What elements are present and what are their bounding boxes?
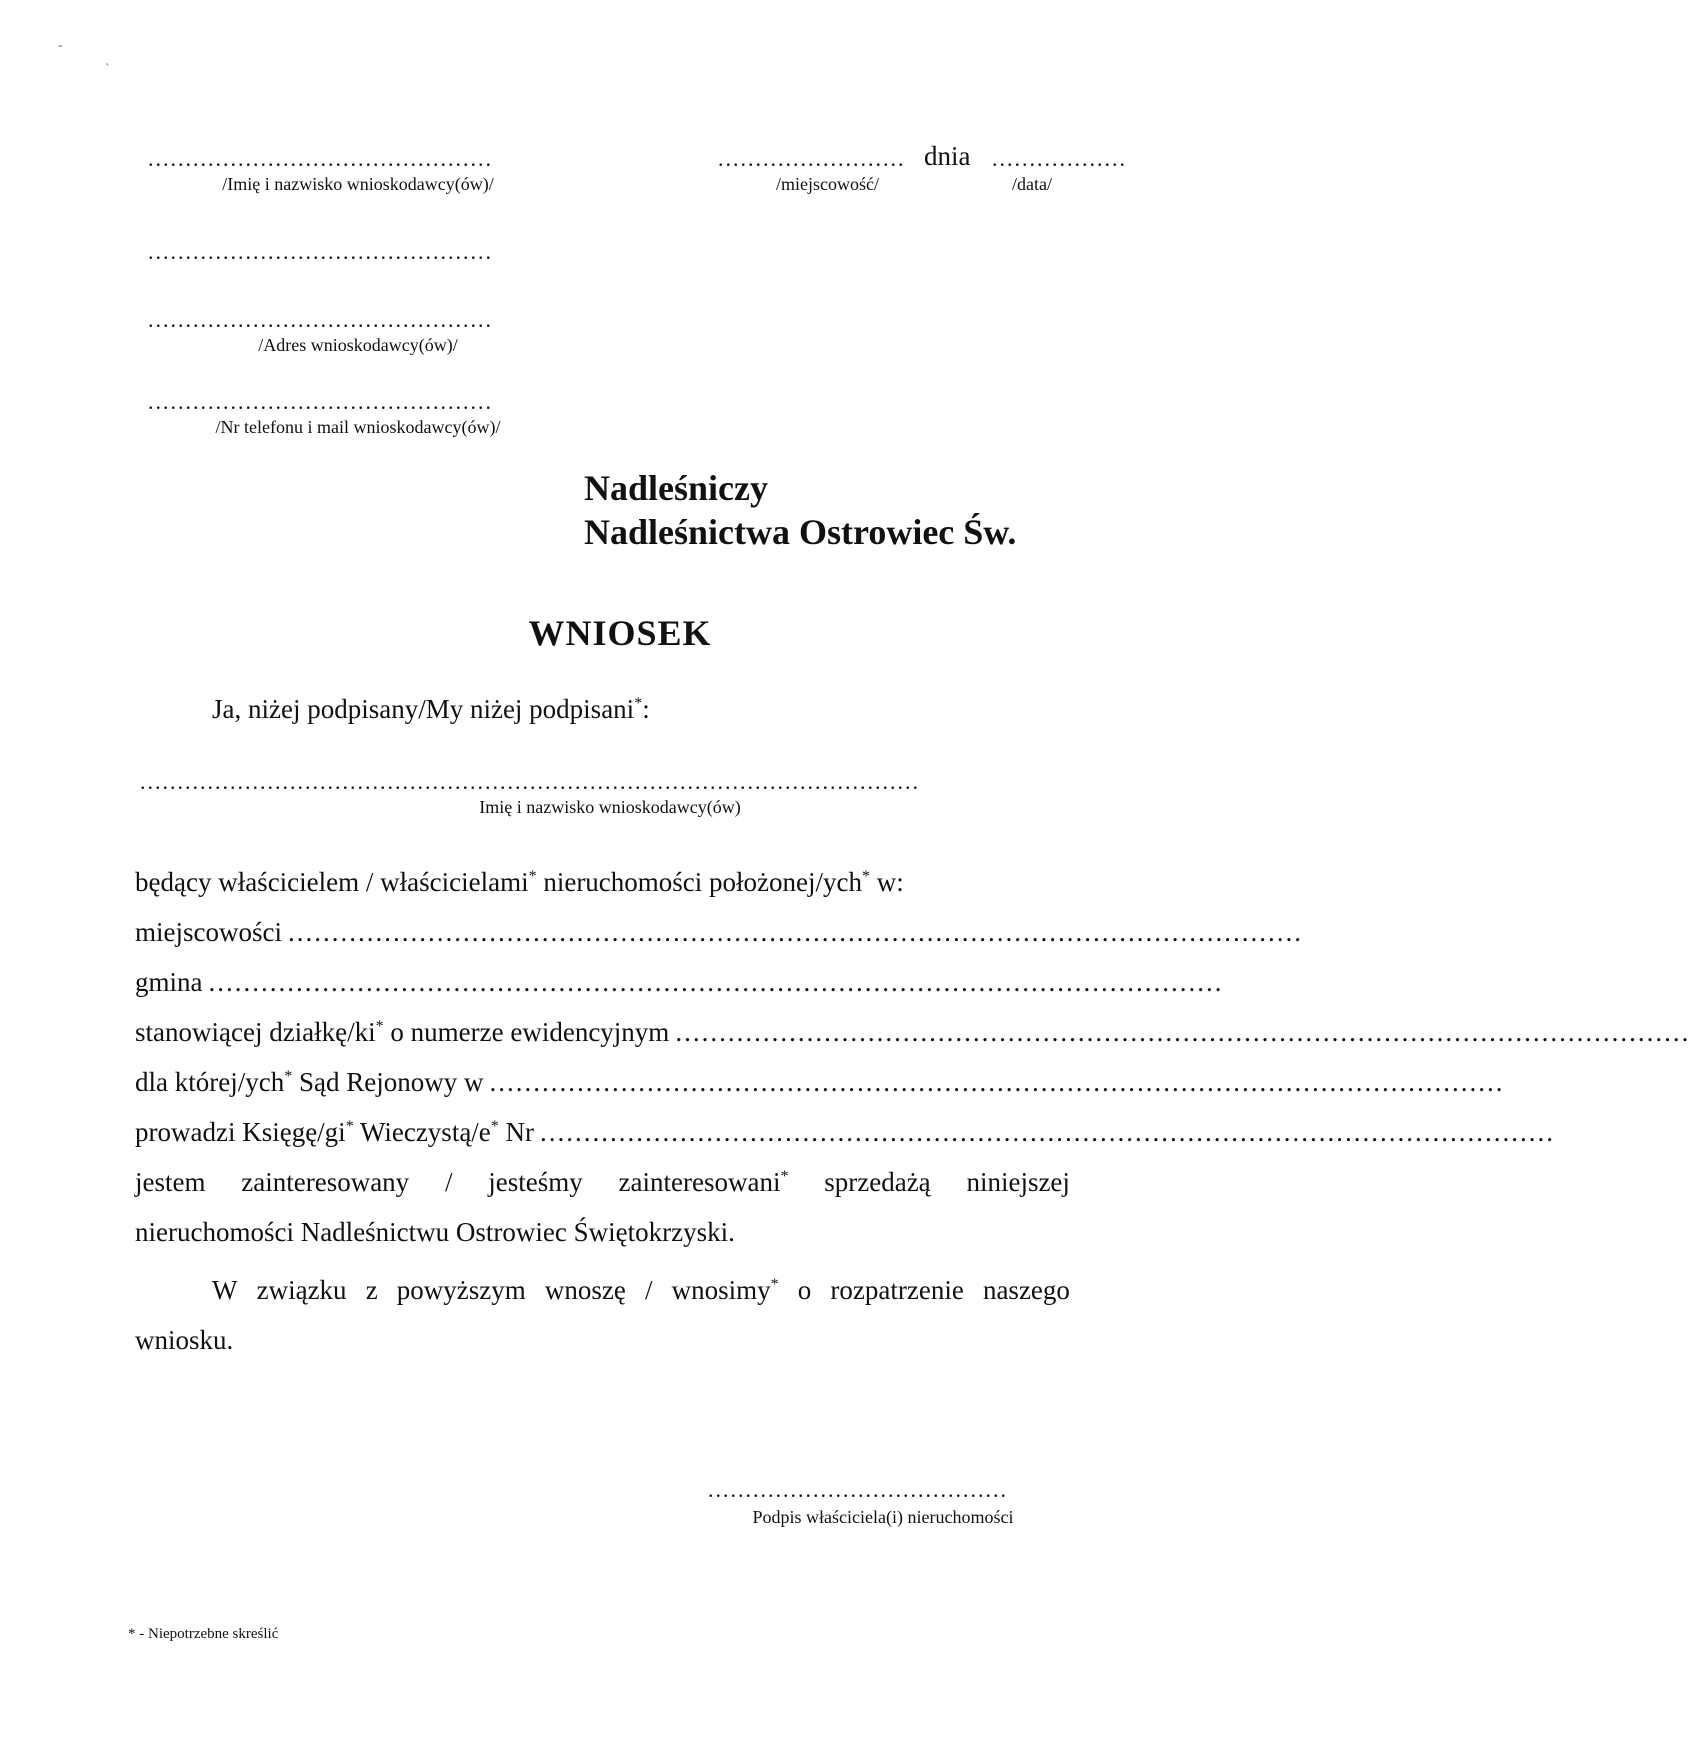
footnote-marker: * xyxy=(345,1118,354,1135)
statement-word: zainteresowany xyxy=(241,1167,410,1197)
request-word: W xyxy=(212,1275,238,1305)
place-dotted-line[interactable]: ......................... xyxy=(718,146,906,171)
request-line-1 xyxy=(212,1274,1070,1306)
phone-caption: /Nr telefonu i mail wnioskodawcy(ów)/ xyxy=(215,417,501,437)
statement-word: niniejszej xyxy=(966,1167,1070,1197)
address-dotted-line-2[interactable]: .............................................. xyxy=(148,307,493,332)
request-word: wnosimy* xyxy=(671,1275,779,1305)
sad-label xyxy=(135,1066,483,1098)
signature-dotted-line[interactable]: ........................................ xyxy=(708,1477,1008,1502)
ksiega-label xyxy=(135,1116,534,1148)
signature-caption: Podpis właściciela(i) nieruchomości xyxy=(752,1507,1014,1527)
sad-label-a: dla której/ych xyxy=(135,1067,285,1097)
dzialka-row xyxy=(135,1016,1690,1048)
statement-line-2: nieruchomości Nadleśnictwu Ostrowiec Świętokrzyski. xyxy=(135,1217,735,1247)
phone-dotted-line[interactable]: .............................................. xyxy=(148,389,493,414)
sad-label-b: Sąd Rejonowy w xyxy=(292,1067,484,1097)
statement-line-1 xyxy=(135,1166,1070,1198)
miejscowosci-dotted-field[interactable]: .................................................................................................................... xyxy=(287,917,1303,947)
dzialka-label-a: stanowiącej działkę/ki xyxy=(135,1017,376,1047)
request-word: / xyxy=(645,1275,653,1305)
address-caption: /Adres wnioskodawcy(ów)/ xyxy=(258,335,458,355)
intro-colon: : xyxy=(642,694,650,724)
dnia-label: dnia xyxy=(924,141,971,171)
ksiega-dotted-field[interactable]: .................................................................................................................... xyxy=(540,1117,1556,1147)
property-owner-line xyxy=(135,866,904,898)
request-word: powyższym xyxy=(396,1275,526,1305)
intro-text xyxy=(212,693,650,725)
sad-row xyxy=(135,1066,1505,1098)
scan-mark: ` xyxy=(105,62,110,77)
intro-label: Ja, niżej podpisany/My niżej podpisani xyxy=(212,694,635,724)
ksiega-label-c: Nr xyxy=(498,1117,535,1147)
footnote-marker: * xyxy=(780,1168,789,1185)
dzialka-dotted-field[interactable]: .................................................................................................................... xyxy=(675,1017,1690,1047)
statement-word: jestem xyxy=(135,1167,206,1197)
request-word: związku xyxy=(256,1275,347,1305)
request-word: wnoszę xyxy=(544,1275,626,1305)
date-dotted-line[interactable]: .................. xyxy=(992,146,1127,171)
statement-word: sprzedażą xyxy=(824,1167,931,1197)
request-word: rozpatrzenie xyxy=(830,1275,964,1305)
footnote-marker: * xyxy=(375,1018,384,1035)
statement-word: zainteresowani* xyxy=(618,1167,789,1197)
request-word: o xyxy=(797,1275,812,1305)
footnote-marker: * xyxy=(862,868,870,885)
footnote-marker: * xyxy=(490,1118,499,1135)
request-line-2: wniosku. xyxy=(135,1325,234,1355)
statement-word: / xyxy=(444,1167,453,1197)
sad-dotted-field[interactable]: .................................................................................................................... xyxy=(489,1067,1505,1097)
miejscowosci-row xyxy=(135,916,1303,948)
footnote-marker: * xyxy=(528,868,537,885)
applicant-dotted-line[interactable]: ........................................................................................................ xyxy=(140,769,920,794)
request-word: z xyxy=(365,1275,378,1305)
name-dotted-line[interactable]: .............................................. xyxy=(148,146,493,171)
ksiega-label-a: prowadzi Księgę/gi xyxy=(135,1117,346,1147)
miejscowosci-label: miejscowości xyxy=(135,917,282,947)
scan-mark: - xyxy=(58,38,63,53)
footnote-marker: * xyxy=(284,1068,293,1085)
address-dotted-line-1[interactable]: .............................................. xyxy=(148,239,493,264)
footnote: * - Niepotrzebne skreślić xyxy=(128,1626,279,1642)
gmina-label: gmina xyxy=(135,967,203,997)
dzialka-label xyxy=(135,1016,669,1048)
name-caption: /Imię i nazwisko wnioskodawcy(ów)/ xyxy=(222,174,494,194)
footnote-marker: * xyxy=(634,695,643,712)
ksiega-row xyxy=(135,1116,1556,1148)
document-title: WNIOSEK xyxy=(528,613,712,653)
addressee-line-2: Nadleśnictwa Ostrowiec Św. xyxy=(584,512,1017,552)
place-caption: /miejscowość/ xyxy=(776,174,879,194)
addressee-line-1: Nadleśniczy xyxy=(584,468,768,508)
property-owner-b: nieruchomości położonej/ych xyxy=(536,867,862,897)
date-caption: /data/ xyxy=(1012,174,1052,194)
ksiega-label-b: Wieczystą/e xyxy=(353,1117,491,1147)
request-word: naszego xyxy=(982,1275,1070,1305)
statement-word: jesteśmy xyxy=(488,1167,583,1197)
applicant-caption: Imię i nazwisko wnioskodawcy(ów) xyxy=(479,797,741,817)
property-owner-c: w: xyxy=(870,867,904,897)
footnote-marker: * xyxy=(770,1276,779,1293)
gmina-dotted-field[interactable]: .................................................................................................................... xyxy=(208,967,1224,997)
gmina-row xyxy=(135,966,1224,998)
property-owner-a: będący właścicielem / właścicielami xyxy=(135,867,529,897)
dzialka-label-b: o numerze ewidencyjnym xyxy=(383,1017,670,1047)
